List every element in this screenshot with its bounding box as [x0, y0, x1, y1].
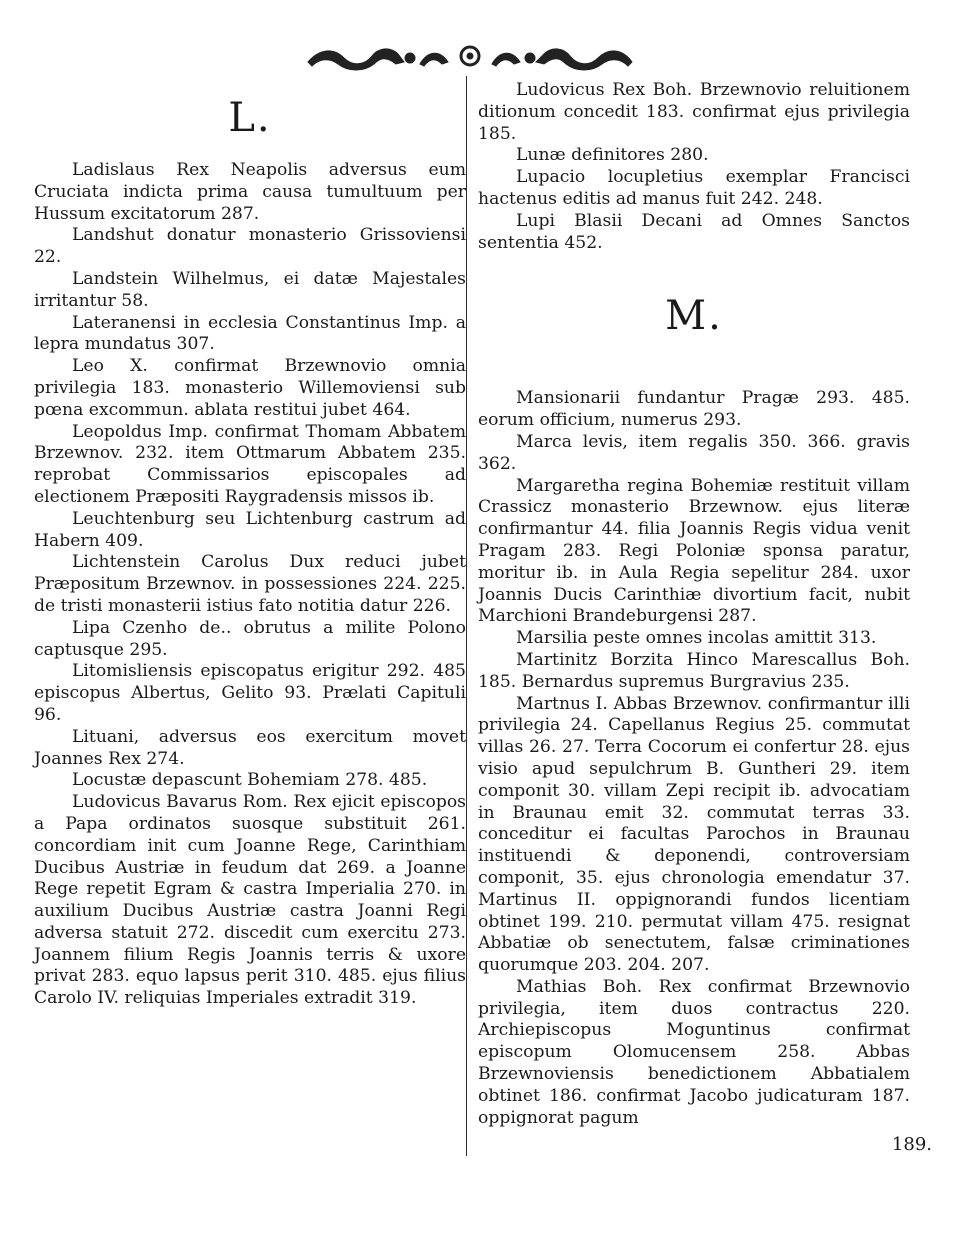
left-column — [34, 80, 466, 1010]
index-entry: Leuchtenburg seu Lichtenburg castrum ad Habern 409. — [34, 508, 466, 551]
index-entry: Litomisliensis episcopatus erigitur 292. 485 episcopus Albertus, Gelito 93. Prælati Capituli 96. — [34, 661, 466, 725]
index-entry: Lichtenstein Carolus Dux reduci jubet Præpositum Brzewnov. in possessiones 224. 225. de tristi monasterii istius fato notitia datur 226. — [34, 552, 466, 616]
column-divider — [466, 76, 467, 1156]
page-number: 189. — [891, 1134, 932, 1155]
section-letter-m: M. — [665, 293, 723, 340]
index-entry: Lateranensi in ecclesia Constantinus Imp. a lepra mundatus 307. — [34, 312, 466, 355]
index-entry: Lupi Blasii Decani ad Omnes Sanctos sententia 452. — [478, 210, 910, 253]
index-entry: Ludovicus Bavarus Rom. Rex ejicit episcopos a Papa ordinatos suosque substituit 261. concordiam init cum Joanne Rege, Carinthiam Ducibus Austriæ in feudum dat 269. a Joanne Rege repetit Egram & castra Imperialia 270. in auxilium Ducibus Austriæ castra Joanni Regi adversa statuit 272. discedit cum exercitu 273. Joannem filium Regis Joannis terris & uxore privat 283. equo lapsus perit 310. 485. ejus filius Carolo IV. reliquias Imperiales extradit 319. — [34, 792, 466, 1009]
index-entry: Locustæ depascunt Bohemiam 278. 485. — [72, 770, 428, 791]
index-entry: Leo X. confirmat Brzewnovio omnia privilegia 183. monasterio Willemoviensi sub pœna excommun. ablata restitui jubet 464. — [34, 356, 466, 420]
index-entry: Mansionarii fundantur Pragæ 293. 485. eorum officium, numerus 293. — [478, 388, 910, 431]
index-entry: Ladislaus Rex Neapolis adversus eum Cruciata indicta prima causa tumultuum per Hussum excitatorum 287. — [34, 160, 466, 224]
index-entry: Martinitz Borzita Hinco Marescallus Boh. 185. Bernardus supremus Burgravius 235. — [478, 649, 910, 692]
index-entry: Marsilia peste omnes incolas amittit 313. — [516, 628, 877, 649]
index-entry: Lipa Czenho de.. obrutus a milite Polono captusque 295. — [34, 617, 466, 660]
index-entry: Martnus I. Abbas Brzewnov. confirmantur illi privilegia 24. Capellanus Regius 25. commutat villas 26. 27. Terra Cocorum ei confertur 28. ejus visio apud sepulchrum B. Guntheri 29. item componit 30. villam Zepi recipit ib. advocatiam in Braunau emit 32. commutat terras 33. conceditur ei facultas Parochos in Braunau instituendi & deponendi, controversiam componit, 35. ejus chronologia emendatur 37. Martinus II. oppignorandi fundos licentiam obtinet 199. 210. permutat villam 475. resignat Abbatiæ ob senectutem, falsæ criminationes quorumque 203. 204. 207. — [478, 693, 910, 976]
index-entry: Mathias Boh. Rex confirmat Brzewnovio privilegia, item duos contractus 220. Archiepiscopus Moguntinus confirmat episcopum Olomucensem 258. Abbas Brzewnoviensis benedictionem Abbatialem obtinet 186. confirmat Jacobo judicaturam 187. oppignorat pagum — [478, 976, 910, 1128]
index-entry: Ludovicus Rex Boh. Brzewnovio reluitionem ditionum concedit 183. confirmat ejus privilegia 185. — [478, 80, 910, 144]
index-entry: Lupacio locupletius exemplar Francisci hactenus editis ad manus fuit 242. 248. — [478, 167, 910, 209]
index-entry: Lunæ definitores 280. — [516, 145, 709, 166]
index-entry: Marca levis, item regalis 350. 366. gravis 362. — [478, 431, 910, 474]
index-entry: Landstein Wilhelmus, ei datæ Majestales irritantur 58. — [34, 268, 466, 311]
index-entry: Margaretha regina Bohemiæ restituit villam Crassicz monasterio Brzewnow. ejus literæ confirmantur 44. filia Joannis Regis vidua venit Pragam 283. Regi Poloniæ sponsa paratur, moritur ib. in Aula Regia sepelitur 284. uxor Joannis Ducis Carinthiæ divortium facit, nubit Marchioni Brandeburgensi 287. — [478, 475, 910, 627]
index-entry: Leopoldus Imp. confirmat Thomam Abbatem Brzewnov. 232. item Ottmarum Abbatem 235. reprobat Commissarios episcopales ad electionem Præpositi Raygradensis missos ib. — [34, 421, 466, 507]
right-column — [478, 80, 910, 1129]
index-entry: Lituani, adversus eos exercitum movet Joannes Rex 274. — [34, 726, 466, 769]
index-entry: Landshut donatur monasterio Grissoviensi 22. — [34, 225, 466, 268]
section-letter-l: L. — [228, 95, 272, 141]
decorative-headpiece-icon — [300, 34, 640, 76]
